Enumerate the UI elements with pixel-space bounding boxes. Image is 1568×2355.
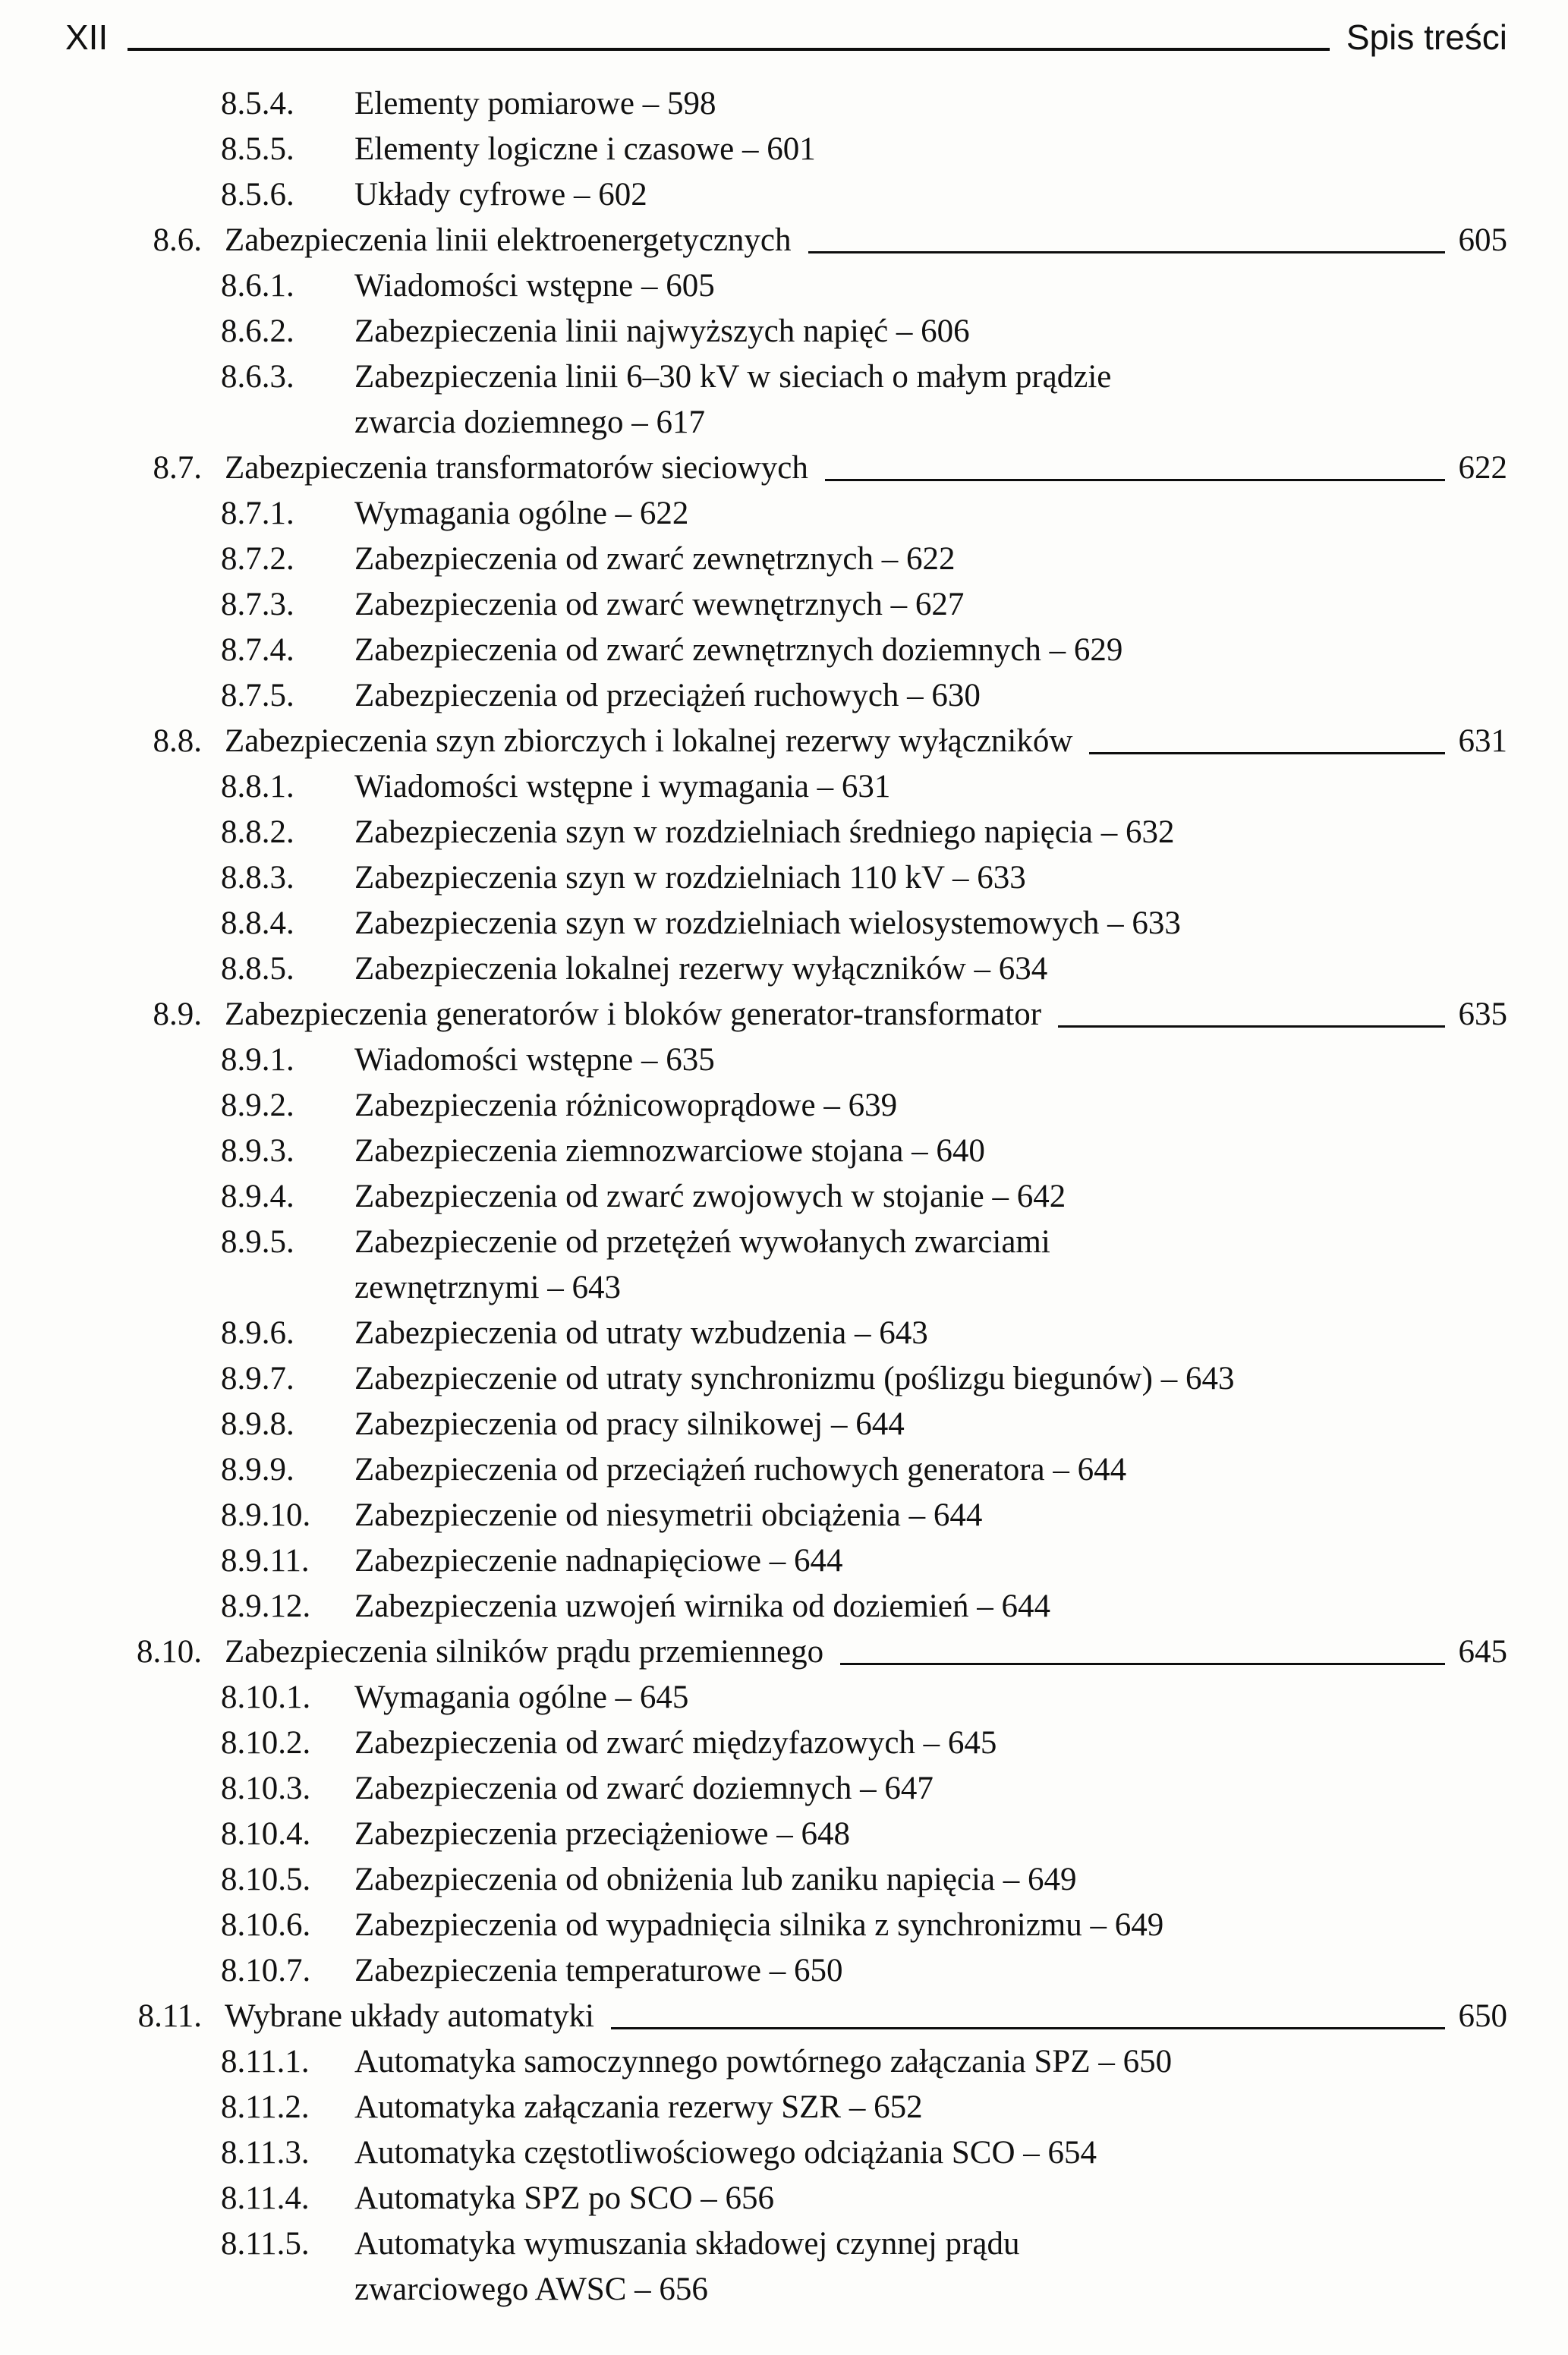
toc-entry-sub	[65, 1812, 1507, 1857]
toc-entry-number: 8.9.7.	[221, 1360, 294, 1396]
toc-entry-title: Zabezpieczenia od przeciążeń ruchowych – 630	[354, 677, 981, 713]
toc-entry-number: 8.7.3.	[221, 586, 294, 622]
toc-entry-number: 8.9.	[153, 996, 202, 1032]
toc-entry-sub	[65, 1402, 1507, 1447]
toc-entry-number: 8.8.5.	[221, 950, 294, 987]
toc-entry-text	[354, 81, 1507, 127]
toc-entry-sub	[65, 1721, 1507, 1766]
toc-entry-number: 8.7.	[153, 449, 202, 486]
toc-entry-title: Zabezpieczenia od zwarć zewnętrznych – 622	[354, 540, 956, 577]
toc-entry-sub	[65, 582, 1507, 628]
toc-entry-number: 8.10.1.	[221, 1679, 311, 1715]
toc-entry-sub	[65, 1174, 1507, 1220]
toc-entry-sub	[65, 2221, 1507, 2312]
toc-entry-sub	[65, 127, 1507, 172]
toc-entry-sub	[65, 1083, 1507, 1129]
toc-entry-text	[354, 1356, 1507, 1402]
toc-entry-page-number: 650	[1458, 1998, 1507, 2034]
toc-entry-sub	[65, 764, 1507, 810]
toc-entry-title: Zabezpieczenia generatorów i bloków generator-transformator	[225, 996, 1042, 1032]
toc-entry-number: 8.11.4.	[221, 2180, 310, 2216]
leader-line	[1089, 719, 1444, 754]
toc-entry-number: 8.10.2.	[221, 1724, 311, 1761]
toc-entry-sub	[65, 2085, 1507, 2130]
toc-entry-title: Zabezpieczenie od utraty synchronizmu (poślizgu biegunów) – 643	[354, 1360, 1235, 1396]
toc-entry-sub	[65, 1311, 1507, 1356]
toc-entry-sub	[65, 810, 1507, 855]
toc-entry-number: 8.9.10.	[221, 1497, 311, 1533]
toc-entry-sub	[65, 855, 1507, 901]
toc-entry-number: 8.10.4.	[221, 1815, 311, 1852]
leader-line	[825, 445, 1445, 481]
toc-entry-sub	[65, 172, 1507, 218]
toc-entry-title: Zabezpieczenia transformatorów sieciowych	[225, 449, 808, 486]
toc-entry-text	[354, 1948, 1507, 1994]
toc-entry-sub	[65, 1493, 1507, 1538]
toc-entry-number: 8.5.4.	[221, 85, 294, 121]
toc-entry-text	[354, 127, 1507, 172]
toc-entry-text	[354, 855, 1507, 901]
toc-entry-number: 8.9.12.	[221, 1588, 311, 1624]
toc-entry-text	[354, 582, 1507, 628]
toc-entry-title: Zabezpieczenie od przetężeń wywołanych zwarciami	[354, 1223, 1050, 1260]
toc-entry-title: Zabezpieczenia od zwarć zwojowych w stojanie – 642	[354, 1178, 1066, 1214]
toc-entry-title: Zabezpieczenia od zwarć zewnętrznych doziemnych – 629	[354, 631, 1123, 668]
toc-entry-title: Wiadomości wstępne – 605	[354, 267, 715, 304]
toc-entry-main	[65, 719, 1507, 764]
toc-entry-title: Elementy logiczne i czasowe – 601	[354, 131, 816, 167]
toc-entry-number: 8.11.1.	[221, 2043, 310, 2080]
toc-entry-number: 8.11.3.	[221, 2134, 310, 2171]
toc-entry-text	[354, 1766, 1507, 1812]
toc-entry-text	[354, 1538, 1507, 1584]
toc-entry-sub	[65, 81, 1507, 127]
toc-entry-text	[354, 1493, 1507, 1538]
toc-entry-number: 8.11.2.	[221, 2089, 310, 2125]
toc-entry-title: Automatyka załączania rezerwy SZR – 652	[354, 2089, 923, 2125]
toc-entry-sub	[65, 1584, 1507, 1629]
toc-entry-text	[354, 537, 1507, 582]
toc-entry-number: 8.6.	[153, 222, 202, 258]
toc-entry-number: 8.8.4.	[221, 905, 294, 941]
toc-entry-main	[65, 445, 1507, 491]
toc-entry-sub	[65, 628, 1507, 673]
toc-entry-page-number: 631	[1458, 723, 1507, 759]
toc-entry-title: Automatyka samoczynnego powtórnego załączania SPZ – 650	[354, 2043, 1173, 2080]
toc-entry-page-number: 645	[1458, 1633, 1507, 1670]
toc-entry-title: Zabezpieczenia przeciążeniowe – 648	[354, 1815, 850, 1852]
toc-entry-sub	[65, 673, 1507, 719]
toc-entry-title-continuation: zwarcia doziemnego – 617	[354, 404, 706, 440]
toc-entry-sub	[65, 309, 1507, 354]
toc-entry-page-number: 635	[1458, 996, 1507, 1032]
toc-entry-title: Układy cyfrowe – 602	[354, 176, 647, 213]
toc-entry-sub	[65, 1447, 1507, 1493]
toc-entry-title: Wiadomości wstępne – 635	[354, 1041, 715, 1078]
toc-entry-sub	[65, 1129, 1507, 1174]
toc-entry-sub	[65, 1037, 1507, 1083]
toc-entry-sub	[65, 1220, 1507, 1311]
toc-entry-title: Zabezpieczenia od zwarć międzyfazowych – 645	[354, 1724, 997, 1761]
toc-entry-sub	[65, 2130, 1507, 2176]
toc-entry-text	[354, 673, 1507, 719]
toc-entry-title: Zabezpieczenia od obniżenia lub zaniku napięcia – 649	[354, 1861, 1077, 1897]
toc-entry-text	[354, 354, 1507, 445]
toc-entry-title: Zabezpieczenia lokalnej rezerwy wyłączników – 634	[354, 950, 1048, 987]
toc-entry-sub	[65, 1903, 1507, 1948]
toc-entry-text	[354, 1311, 1507, 1356]
toc-entry-text	[354, 1857, 1507, 1903]
toc-entry-text	[354, 263, 1507, 309]
toc-entry-title: Automatyka SPZ po SCO – 656	[354, 2180, 775, 2216]
toc-entry-number: 8.11.5.	[221, 2225, 310, 2262]
toc-entry-text	[354, 1903, 1507, 1948]
toc-entry-title: Zabezpieczenia od przeciążeń ruchowych generatora – 644	[354, 1451, 1127, 1488]
toc-entry-title: Zabezpieczenia uzwojeń wirnika od doziemień – 644	[354, 1588, 1050, 1624]
toc-entry-title: Zabezpieczenia od wypadnięcia silnika z synchronizmu – 649	[354, 1906, 1164, 1943]
toc-entry-number: 8.8.1.	[221, 768, 294, 804]
toc-entry-title: Wymagania ogólne – 622	[354, 495, 689, 531]
toc-entry-text	[354, 1675, 1507, 1721]
toc-entry-text	[354, 2176, 1507, 2221]
toc-entry-number: 8.10.6.	[221, 1906, 311, 1943]
toc-entry-text	[354, 1447, 1507, 1493]
toc-entry-sub	[65, 1538, 1507, 1584]
toc-entry-sub	[65, 354, 1507, 445]
toc-entry-title: Zabezpieczenia szyn w rozdzielniach średniego napięcia – 632	[354, 814, 1175, 850]
toc-entry-sub	[65, 537, 1507, 582]
toc-entry-number: 8.7.1.	[221, 495, 294, 531]
toc-entry-page-number: 605	[1458, 222, 1507, 258]
toc-entry-text	[354, 1037, 1507, 1083]
toc-entry-title: Zabezpieczenia różnicowoprądowe – 639	[354, 1087, 898, 1123]
leader-line	[1058, 992, 1444, 1028]
toc-entry-title: Wymagania ogólne – 645	[354, 1679, 689, 1715]
toc-entry-number: 8.8.2.	[221, 814, 294, 850]
toc-entry-sub	[65, 491, 1507, 537]
toc-entry-title-continuation: zwarciowego AWSC – 656	[354, 2271, 708, 2307]
toc-entry-title: Automatyka częstotliwościowego odciążania SCO – 654	[354, 2134, 1097, 2171]
toc-entry-number: 8.10.	[137, 1633, 202, 1670]
toc-entry-text	[354, 901, 1507, 946]
toc-list	[65, 81, 1507, 2312]
toc-entry-number: 8.7.4.	[221, 631, 294, 668]
toc-entry-main	[65, 1994, 1507, 2039]
toc-entry-title: Zabezpieczenia szyn zbiorczych i lokalnej rezerwy wyłączników	[225, 723, 1073, 759]
toc-entry-number: 8.7.2.	[221, 540, 294, 577]
toc-entry-sub	[65, 2176, 1507, 2221]
header-rule	[128, 48, 1330, 51]
toc-entry-title: Zabezpieczenia szyn w rozdzielniach wielosystemowych – 633	[354, 905, 1181, 941]
toc-entry-number: 8.9.1.	[221, 1041, 294, 1078]
toc-entry-sub	[65, 1766, 1507, 1812]
toc-entry-number: 8.9.4.	[221, 1178, 294, 1214]
toc-entry-sub	[65, 1948, 1507, 1994]
toc-entry-title: Zabezpieczenia od pracy silnikowej – 644	[354, 1406, 905, 1442]
toc-entry-title-continuation: zewnętrznymi – 643	[354, 1269, 622, 1305]
toc-entry-number: 8.9.11.	[221, 1542, 310, 1579]
toc-entry-sub	[65, 2039, 1507, 2085]
toc-entry-text	[354, 810, 1507, 855]
toc-entry-main	[65, 992, 1507, 1037]
toc-entry-number: 8.10.3.	[221, 1770, 311, 1806]
toc-entry-title: Wiadomości wstępne i wymagania – 631	[354, 768, 891, 804]
toc-entry-title: Zabezpieczenia silników prądu przemiennego	[225, 1633, 824, 1670]
toc-entry-text	[354, 1174, 1507, 1220]
toc-entry-number: 8.10.5.	[221, 1861, 311, 1897]
toc-entry-text	[354, 1220, 1507, 1311]
toc-entry-number: 8.9.9.	[221, 1451, 294, 1488]
toc-entry-text	[354, 764, 1507, 810]
toc-entry-title: Zabezpieczenia temperaturowe – 650	[354, 1952, 843, 1988]
toc-entry-title: Zabezpieczenia od zwarć wewnętrznych – 627	[354, 586, 965, 622]
toc-entry-sub	[65, 263, 1507, 309]
toc-entry-text	[354, 1584, 1507, 1629]
toc-entry-page-number: 622	[1458, 449, 1507, 486]
leader-line	[808, 218, 1445, 253]
toc-entry-title: Elementy pomiarowe – 598	[354, 85, 716, 121]
toc-entry-number: 8.5.5.	[221, 131, 294, 167]
toc-entry-title: Automatyka wymuszania składowej czynnej prądu	[354, 2225, 1020, 2262]
toc-entry-text	[354, 2039, 1507, 2085]
toc-entry-title: Zabezpieczenia linii 6–30 kV w sieciach o małym prądzie	[354, 358, 1112, 395]
toc-entry-sub	[65, 1857, 1507, 1903]
toc-heading: Spis treści	[1346, 17, 1507, 57]
toc-entry-title: Zabezpieczenia ziemnozwarciowe stojana – 640	[354, 1132, 985, 1169]
toc-entry-number: 8.5.6.	[221, 176, 294, 213]
toc-entry-number: 8.6.1.	[221, 267, 294, 304]
toc-entry-title: Zabezpieczenia od utraty wzbudzenia – 643	[354, 1314, 928, 1351]
toc-entry-text	[354, 172, 1507, 218]
toc-entry-number: 8.9.2.	[221, 1087, 294, 1123]
toc-entry-text	[354, 2130, 1507, 2176]
toc-entry-sub	[65, 946, 1507, 992]
toc-entry-title: Zabezpieczenia linii elektroenergetycznych	[225, 222, 792, 258]
toc-entry-title: Zabezpieczenia linii najwyższych napięć – 606	[354, 313, 970, 349]
toc-entry-text	[354, 491, 1507, 537]
toc-entry-title: Zabezpieczenia szyn w rozdzielniach 110 kV – 633	[354, 859, 1026, 896]
toc-entry-text	[354, 1129, 1507, 1174]
leader-line	[611, 1994, 1445, 2029]
toc-entry-title: Zabezpieczenie nadnapięciowe – 644	[354, 1542, 843, 1579]
toc-entry-number: 8.6.3.	[221, 358, 294, 395]
toc-entry-sub	[65, 901, 1507, 946]
toc-entry-text	[354, 1083, 1507, 1129]
toc-entry-text	[354, 1812, 1507, 1857]
toc-entry-sub	[65, 1356, 1507, 1402]
toc-entry-text	[354, 1402, 1507, 1447]
toc-entry-title: Wybrane układy automatyki	[225, 1998, 594, 2034]
toc-entry-number: 8.9.5.	[221, 1223, 294, 1260]
toc-entry-main	[65, 218, 1507, 263]
toc-entry-number: 8.8.	[153, 723, 202, 759]
toc-entry-main	[65, 1629, 1507, 1675]
toc-entry-number: 8.9.6.	[221, 1314, 294, 1351]
toc-entry-text	[354, 2221, 1507, 2312]
toc-entry-number: 8.9.3.	[221, 1132, 294, 1169]
running-head	[65, 18, 1507, 57]
toc-entry-text	[354, 628, 1507, 673]
toc-entry-title: Zabezpieczenie od niesymetrii obciążenia – 644	[354, 1497, 983, 1533]
toc-entry-number: 8.9.8.	[221, 1406, 294, 1442]
toc-entry-number: 8.10.7.	[221, 1952, 311, 1988]
toc-entry-number: 8.11.	[137, 1998, 202, 2034]
leader-line	[840, 1629, 1444, 1665]
toc-entry-text	[354, 946, 1507, 992]
toc-entry-text	[354, 2085, 1507, 2130]
toc-entry-title: Zabezpieczenia od zwarć doziemnych – 647	[354, 1770, 934, 1806]
toc-entry-number: 8.6.2.	[221, 313, 294, 349]
toc-entry-text	[354, 309, 1507, 354]
toc-entry-number: 8.8.3.	[221, 859, 294, 896]
toc-entry-number: 8.7.5.	[221, 677, 294, 713]
toc-entry-text	[354, 1721, 1507, 1766]
toc-entry-sub	[65, 1675, 1507, 1721]
page-number: XII	[65, 17, 109, 57]
